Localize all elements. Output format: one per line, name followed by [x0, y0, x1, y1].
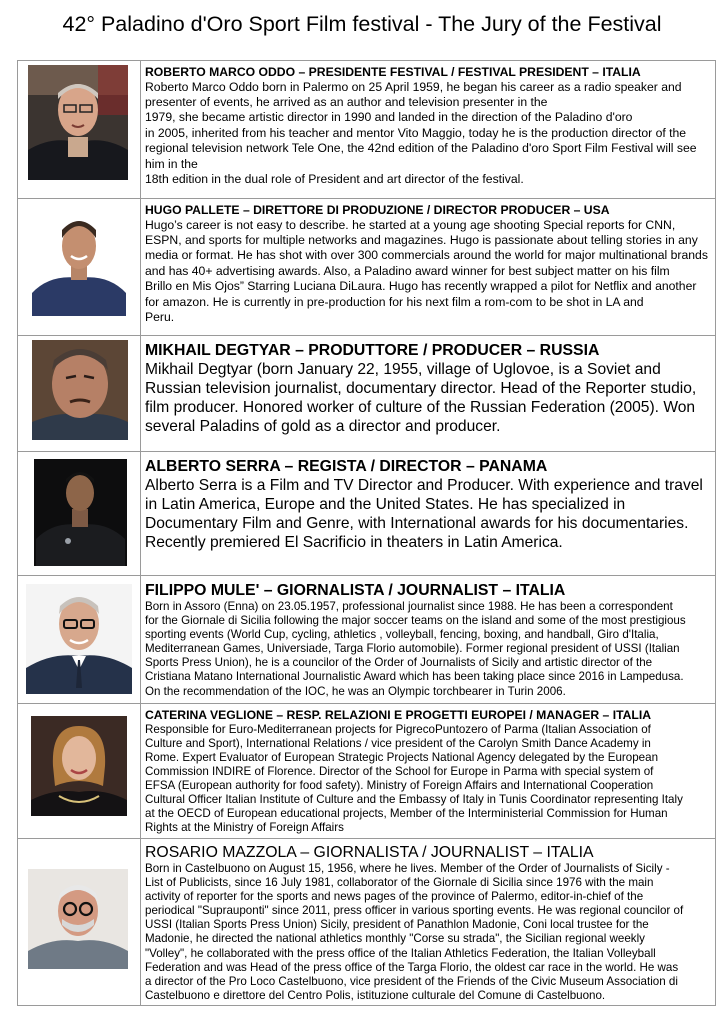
- portrait-photo: [28, 869, 128, 969]
- jury-row-degtyar: [18, 336, 715, 452]
- jury-row-oddo: [18, 61, 715, 199]
- member-name: ROSARIO MAZZOLA – GIORNALISTA / JOURNALIST – ITALIA: [145, 844, 594, 861]
- member-name: HUGO PALLETE – DIRETTORE DI PRODUZIONE / DIRECTOR PRODUCER – USA: [145, 204, 610, 217]
- jury-row-mazzola: [18, 839, 715, 1006]
- portrait-photo: [32, 340, 128, 440]
- member-bio: Hugo’s career is not easy to describe. he started at a young age shooting Special reports for CNN, ESPN, and sports for multiple networks and magazines. Hugo is passionate about telling stories in any media or format. He has shot with over 300 commercials around the world for major multinational brands and has 40+ advertising awards. Also, a Paladino award winner for best subject matter on his film Brillo en Mis Ojos” Starring Luciana DiLaura. Hugo has recently wrapped a pilot for Netflix and another for amazon. He is currently in pre-production for his next film a rom-com to be shot in LA and Peru.: [145, 217, 708, 325]
- portrait-photo: [34, 459, 127, 566]
- member-bio: Born in Castelbuono on August 15, 1956, where he lives. Member of the Order of Journalists of Sicily - List of Publicists, since 16 July 1981, collaborator of the Giornale di Sicilia since 1976 with the main activity of reporter for the sports and news pages of the province of Palermo, editor-in-chief of the periodical "Suprauponti" since 2011, press officer in various sporting events. He was regional councilor of USSI (Italian Sports Press Union) Sicily, president of Panathlon Madonie, Coni local trustee for the Madonie, he directed the national athletics monthly "Corse su strada", the Sicilian regional weekly "Volley", he collaborated with the press office of the Italian Athletics Federation, the Italian Volleyball Federation and was Head of the press office of the Targa Florio, the oldest car race in the world. He was a director of the Pro Loco Castelbuono, vice president of the Friends of the Civic Museum Association di Castelbuono e direttore del Centro Polis, istituzione culturale del Comune di Castelbuono.: [145, 862, 684, 1002]
- portrait-photo: [26, 584, 132, 694]
- member-bio: Responsible for Euro-Mediterranean projects for PigrecoPuntozero of Parma (Italian Association of Culture and Sport), International Relations / vice president of the Carolyn Smith Dance Academy in Rome. Expert Evaluator of European Strategic Projects National Agency delegated by the European Commission INDIRE of Florence. Director of the School for Europe in Parma with special system of EFSA (European authority for food safety). Ministry of Foreign Affairs and International Cooperation Cultural Officer Italian Institute of Culture and the Embassy of Italy in Tunis Coordinator representing Italy at the OECD of European educational projects, Member of the Interministerial Commission for Human Rights at the Ministry of Foreign Affairs: [145, 722, 683, 835]
- jury-row-mule: [18, 576, 715, 704]
- jury-row-veglione: [18, 704, 715, 839]
- member-name: ALBERTO SERRA – REGISTA / DIRECTOR – PANAMA: [145, 458, 548, 475]
- portrait-photo: [31, 716, 127, 816]
- member-name: FILIPPO MULE' – GIORNALISTA / JOURNALIST – ITALIA: [145, 582, 566, 599]
- member-name: ROBERTO MARCO ODDO – PRESIDENTE FESTIVAL / FESTIVAL PRESIDENT – ITALIA: [145, 66, 641, 79]
- member-name: MIKHAIL DEGTYAR – PRODUTTORE / PRODUCER – RUSSIA: [145, 342, 600, 359]
- member-bio: Born in Assoro (Enna) on 23.05.1957, professional journalist since 1988. He has been a correspondent for the Giornale di Sicilia following the major soccer teams on the island and some of the most prestigious sporting events (World Cup, cycling, athletics , volleyball, fencing, boxing, and handball, Giro d'Italia, Mediterranean Games, Universiade, Targa Florio automobile). Former regional president of USSI (Italian Sports Press Union), he is a councilor of the Order of Journalists of Sicily and artistic director of the Cristiana Matano International Journalistic Award which has been taking place since 2016 in Lampedusa. On the recommendation of the IOC, he was an Olympic torchbearer in Turin 2006.: [145, 600, 686, 698]
- jury-row-serra: [18, 452, 715, 576]
- portrait-photo: [30, 208, 128, 316]
- jury-row-pallete: [18, 199, 715, 336]
- member-name: CATERINA VEGLIONE – RESP. RELAZIONI E PROGETTI EUROPEI / MANAGER – ITALIA: [145, 709, 652, 722]
- member-bio: Alberto Serra is a Film and TV Director and Producer. With experience and travel in Latin America, Europe and the United States. He has specialized in Documentary Film and Genre, with International awards for his documentaries. Recently premiered El Sacrificio in theaters in Latin America.: [145, 477, 703, 551]
- member-bio: Mikhail Degtyar (born January 22, 1955, village of Uglovoe, is a Soviet and Russian television journalist, documentary director. Head of the Reporter studio, film producer. Honored worker of culture of the Russian Federation (2005). Won several Paladins of gold as a director and producer.: [145, 361, 697, 435]
- member-bio: Roberto Marco Oddo born in Palermo on 25 April 1959, he began his career as a radio speaker and presenter of events, he arrived as an author and television presenter in the 1979, she became artistic director in 1990 and landed in the direction of the Paladino d'oro in 2005, inherited from his teacher and mentor Vito Maggio, today he is the production director of the regional television network Tele One, the 42nd edition of the Paladino d'oro Sport Film Festival will see him in the 18th edition in the dual role of President and art director of the festival.: [145, 79, 697, 187]
- page-title: 42° Paladino d'Oro Sport Film festival - The Jury of the Festival: [62, 12, 662, 36]
- jury-table: [17, 60, 716, 1006]
- portrait-photo: [28, 65, 128, 180]
